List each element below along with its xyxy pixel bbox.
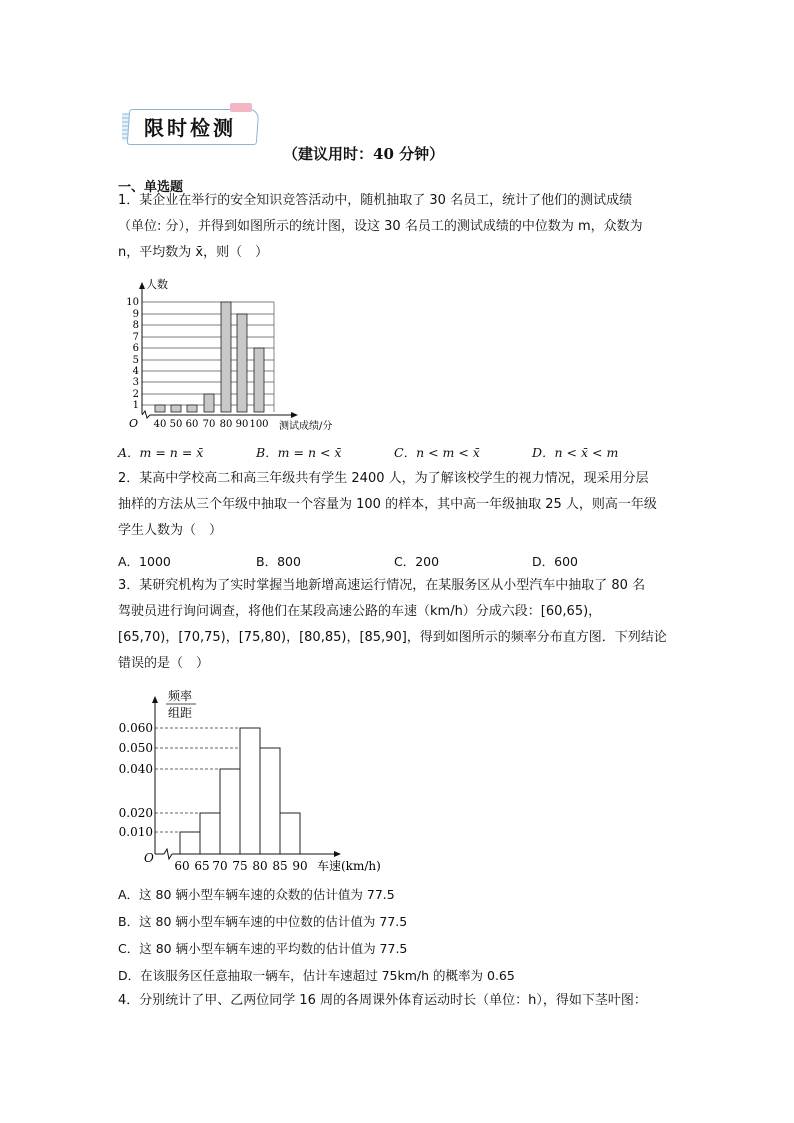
question-line: 驾驶员进行询问调查，将他们在某段高速公路的车速（km/h）分成六段：[60,65)， bbox=[118, 604, 602, 619]
badge-title: 限时检测 bbox=[144, 116, 236, 140]
section-badge bbox=[122, 103, 260, 143]
question-2-options bbox=[118, 552, 684, 570]
option-d[interactable]: D．n < x̄ < m bbox=[532, 445, 619, 460]
x-axis-arrow-icon bbox=[291, 412, 298, 418]
svg-text:9: 9 bbox=[132, 309, 139, 320]
option-b[interactable]: B．800 bbox=[256, 554, 301, 569]
x-tick-labels bbox=[154, 419, 269, 430]
svg-text:60: 60 bbox=[185, 419, 199, 430]
svg-text:100: 100 bbox=[249, 419, 269, 430]
svg-text:1: 1 bbox=[132, 400, 139, 411]
svg-text:0.050: 0.050 bbox=[118, 741, 153, 755]
question-3 bbox=[118, 573, 684, 677]
score-bar-chart bbox=[112, 272, 362, 437]
svg-text:50: 50 bbox=[169, 419, 183, 430]
y-axis-arrow-icon bbox=[152, 696, 158, 703]
option-b[interactable]: B．这 80 辆小型车辆车速的中位数的估计值为 77.5 bbox=[118, 914, 408, 929]
svg-text:0.060: 0.060 bbox=[118, 721, 153, 735]
option-d[interactable]: D．在该服务区任意抽取一辆车，估计车速超过 75km/h 的概率为 0.65 bbox=[118, 968, 515, 983]
y-tick-labels bbox=[119, 721, 153, 839]
paper-clip-icon bbox=[230, 103, 252, 112]
option-b[interactable]: B．m = n < x̄ bbox=[256, 445, 342, 460]
question-1 bbox=[118, 188, 684, 266]
y-axis-arrow-icon bbox=[139, 282, 145, 289]
svg-text:75: 75 bbox=[232, 859, 248, 873]
svg-text:0.010: 0.010 bbox=[118, 825, 153, 839]
svg-text:80: 80 bbox=[252, 859, 268, 873]
question-line: n，平均数为 x̄，则（ ） bbox=[118, 245, 269, 260]
option-c[interactable]: C．n < m < x̄ bbox=[394, 445, 480, 460]
svg-text:8: 8 bbox=[132, 320, 139, 331]
x-axis-label: 测试成绩/分 bbox=[279, 421, 333, 432]
svg-text:70: 70 bbox=[212, 859, 228, 873]
svg-text:70: 70 bbox=[202, 419, 216, 430]
x-axis-arrow-icon bbox=[334, 851, 341, 857]
question-line: 2．某高中学校高二和高三年级共有学生 2400 人，为了解该校学生的视力情况，现采用分层 bbox=[118, 471, 649, 486]
origin-label: O bbox=[144, 851, 154, 865]
svg-text:0.040: 0.040 bbox=[118, 762, 153, 776]
x-axis-label: 车速(km/h) bbox=[317, 859, 381, 873]
question-line: 3．某研究机构为了实时掌握当地新增高速运行情况，在某服务区从小型汽车中抽取了 80 名 bbox=[118, 578, 646, 593]
bars bbox=[155, 302, 264, 412]
svg-text:3: 3 bbox=[132, 377, 139, 388]
y-tick-labels bbox=[126, 297, 139, 411]
y-axis-label: 人数 bbox=[146, 278, 168, 291]
origin-label: O bbox=[129, 417, 139, 430]
x-tick-labels bbox=[174, 859, 307, 873]
svg-text:6: 6 bbox=[132, 343, 139, 354]
question-line: 错误的是（ ） bbox=[118, 656, 210, 671]
svg-text:2: 2 bbox=[132, 389, 139, 400]
svg-text:4: 4 bbox=[132, 366, 139, 377]
option-a[interactable]: A．这 80 辆小型车辆车速的众数的估计值为 77.5 bbox=[118, 887, 395, 902]
speed-histogram bbox=[112, 686, 402, 878]
histogram-bars bbox=[180, 728, 300, 854]
question-1-options bbox=[118, 443, 684, 461]
section-title: 一、单选题 bbox=[118, 180, 184, 195]
svg-text:60: 60 bbox=[174, 859, 190, 873]
svg-text:5: 5 bbox=[132, 355, 139, 366]
question-line: 学生人数为（ ） bbox=[118, 523, 223, 538]
svg-text:90: 90 bbox=[292, 859, 308, 873]
option-d[interactable]: D．600 bbox=[532, 554, 578, 569]
option-c[interactable]: C．这 80 辆小型车辆车速的平均数的估计值为 77.5 bbox=[118, 941, 408, 956]
suggested-time: （建议用时：40 分钟） bbox=[283, 145, 445, 163]
question-line: [65,70)，[70,75)，[75,80)，[80,85)，[85,90]，得到如图所示的频率分布直方图．下列结论 bbox=[118, 630, 667, 645]
svg-text:7: 7 bbox=[132, 332, 139, 343]
svg-text:90: 90 bbox=[235, 419, 249, 430]
question-4 bbox=[118, 988, 684, 1014]
svg-text:80: 80 bbox=[219, 419, 233, 430]
svg-text:10: 10 bbox=[126, 297, 139, 308]
option-c[interactable]: C．200 bbox=[394, 554, 440, 569]
question-line: 4．分别统计了甲、乙两位同学 16 周的各周课外体育运动时长（单位：h），得如下茎叶图： bbox=[118, 993, 647, 1008]
option-a[interactable]: A．m = n = x̄ bbox=[118, 445, 204, 460]
svg-text:65: 65 bbox=[194, 859, 210, 873]
y-label-numerator: 频率 bbox=[168, 689, 193, 703]
svg-text:40: 40 bbox=[153, 419, 167, 430]
svg-text:85: 85 bbox=[272, 859, 288, 873]
y-label-denominator: 组距 bbox=[168, 706, 193, 720]
question-2 bbox=[118, 466, 684, 544]
option-a[interactable]: A．1000 bbox=[118, 554, 171, 569]
question-line: （单位: 分），并得到如图所示的统计图，设这 30 名员工的测试成绩的中位数为 m，众数为 bbox=[118, 219, 643, 234]
svg-text:0.020: 0.020 bbox=[118, 806, 153, 820]
question-line: 1．某企业在举行的安全知识竞答活动中，随机抽取了 30 名员工，统计了他们的测试成绩 bbox=[118, 193, 633, 208]
question-line: 抽样的方法从三个年级中抽取一个容量为 100 的样本，其中高一年级抽取 25 人，则高一年级 bbox=[118, 497, 657, 512]
